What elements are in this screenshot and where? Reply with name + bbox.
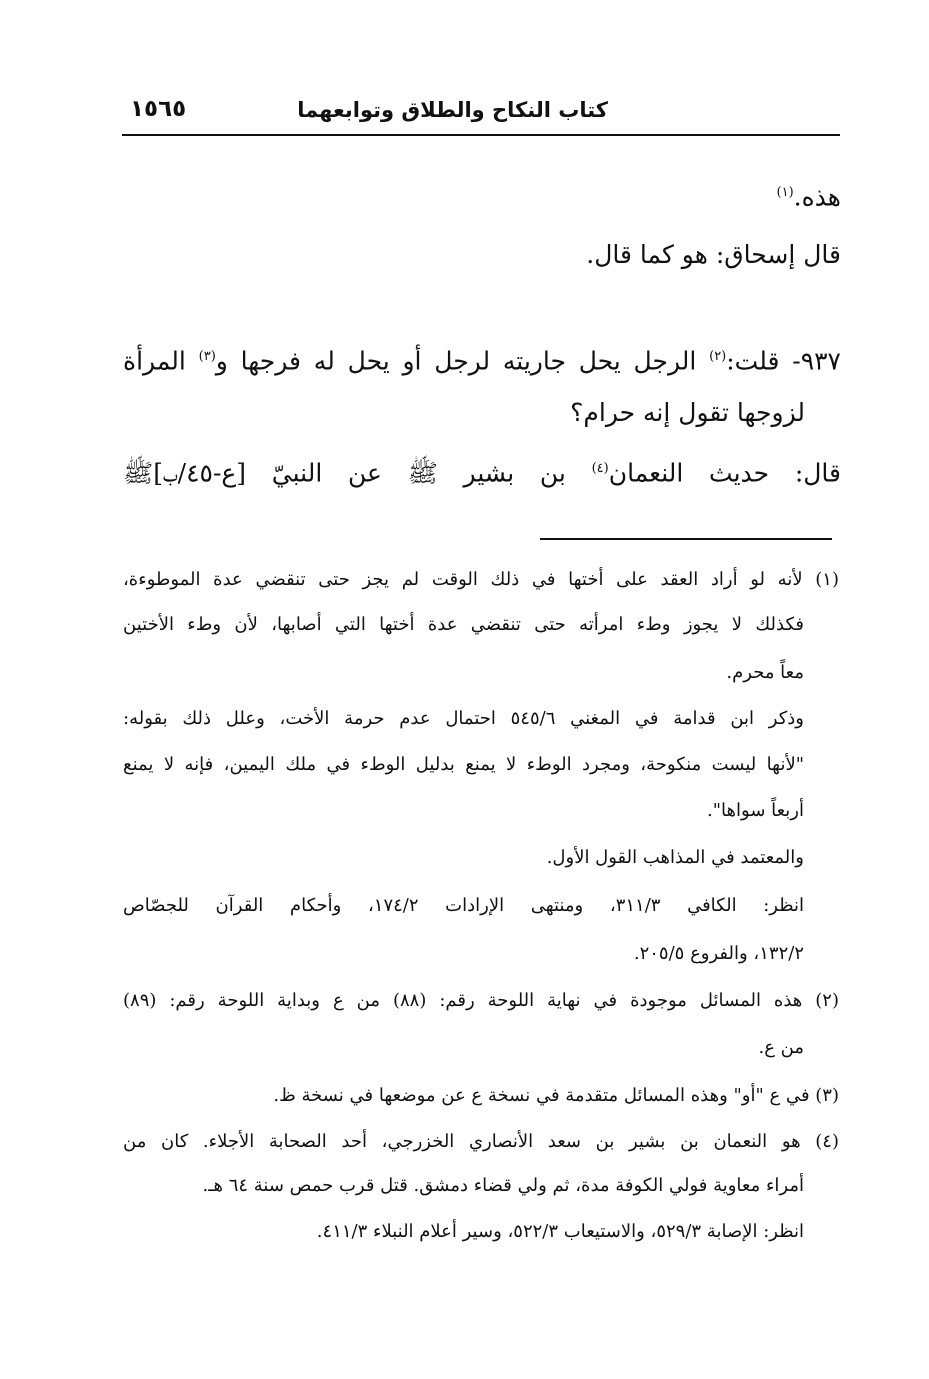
running-title: كتاب النكاح والطلاق وتوابعهما [297, 98, 608, 122]
main-line-1 [123, 176, 841, 214]
footnote-1-line-5: "لأنها ليست منكوحة، ومجرد الوطء لا يمنع بدليل الوطء في ملك اليمين، فإنه لا يمنع [123, 754, 804, 775]
main-line-1-text: هذه. [793, 182, 841, 212]
footnote-1-line-3: معاً محرم. [726, 662, 804, 683]
footnote-1-line-9: ١٣٢/٢، والفروع ٢٠٥/٥. [633, 943, 804, 964]
answer-part-b: بن بشير ﷺ عن النبيّ [ع-٤٥/ب]ﷺ [123, 458, 592, 488]
footnote-4-line-3: انظر: الإصابة ٥٢٩/٣، والاستيعاب ٥٢٢/٣، وسير أعلام النبلاء ٤١١/٣. [316, 1221, 804, 1242]
footnote-ref-1: (١) [776, 185, 794, 200]
question-part-b: الرجل يحل جاريته لرجل أو يحل له فرجها و [215, 346, 710, 376]
footnote-1-line-6: أربعاً سواها". [707, 800, 804, 821]
footnote-1-line-8: انظر: الكافي ٣١١/٣، ومنتهى الإرادات ١٧٤/٢، وأحكام القرآن للجصّاص [123, 895, 805, 916]
footnote-4-line-1: (٤) هو النعمان بن بشير بن سعد الأنصاري الخزرجي، أحد الصحابة الأجلاء. كان من [123, 1131, 839, 1152]
footnote-separator [540, 538, 832, 540]
footnote-3-line-1: (٣) في ع "أو" وهذه المسائل متقدمة في نسخة ع عن موضعها في نسخة ظ. [273, 1085, 839, 1106]
main-line-2: قال إسحاق: هو كما قال. [586, 240, 841, 269]
footnote-1-line-2: فكذلك لا يجوز وطء امرأته حتى تنقضي عدة أختها التي أصابها، لأن وطء الأختين [123, 614, 804, 635]
page-header [122, 94, 840, 136]
answer-part-a: قال: حديث النعمان [608, 458, 841, 488]
question-part-c: المرأة [123, 346, 199, 376]
footnote-1-line-7: والمعتمد في المذاهب القول الأول. [546, 847, 804, 868]
answer-line [123, 452, 841, 490]
page-number: ١٥٦٥ [130, 96, 187, 122]
footnote-1-line-4: وذكر ابن قدامة في المغني ٥٤٥/٦ احتمال عدم حرمة الأخت، وعلل ذلك بقوله: [123, 708, 804, 729]
footnote-4-line-2: أمراء معاوية فولي الكوفة مدة، ثم ولي قضاء دمشق. قتل قرب حمص سنة ٦٤ هـ. [202, 1175, 804, 1196]
footnote-ref-2: (٢) [709, 349, 727, 364]
question-line-2: لزوجها تقول إنه حرام؟ [570, 398, 805, 427]
question-part-a: ٩٣٧- قلت: [726, 346, 841, 376]
footnote-ref-3: (٣) [198, 349, 216, 364]
footnote-ref-4: (٤) [591, 461, 609, 476]
question-line-1 [123, 340, 841, 378]
footnote-1-line-1: (١) لأنه لو أراد العقد على أختها في ذلك الوقت لم يجز حتى تنقضي عدة الموطوءة، [123, 569, 839, 590]
footnote-2-line-2: من ع. [758, 1037, 804, 1058]
footnote-2-line-1: (٢) هذه المسائل موجودة في نهاية اللوحة رقم: (٨٨) من ع وبداية اللوحة رقم: (٨٩) [123, 990, 839, 1011]
